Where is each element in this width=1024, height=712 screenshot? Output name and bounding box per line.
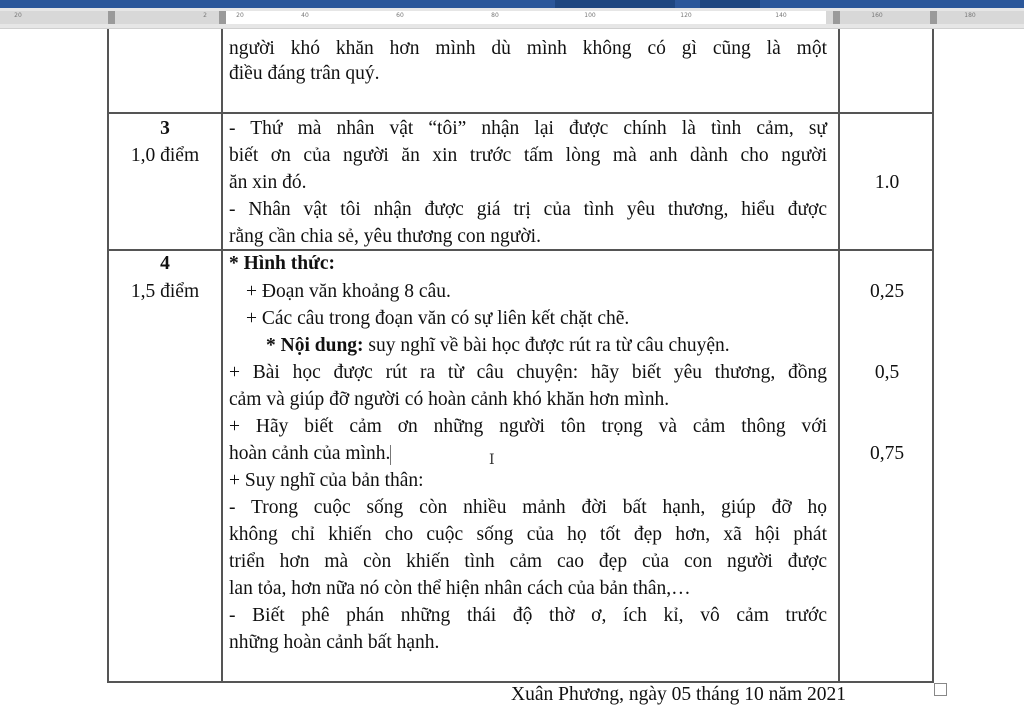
section-heading-text: suy nghĩ về bài học được rút ra từ câu chuyện. <box>363 335 730 356</box>
answer-line: - Trong cuộc sống còn nhiều mảnh đời bất hạnh, giúp đỡ họ <box>229 497 827 518</box>
answer-line: + Hãy biết cảm ơn những người tôn trọng và cảm thông với <box>229 416 827 437</box>
answer-line: + Đoạn văn khoảng 8 câu. <box>246 281 451 302</box>
question-points: 1,0 điểm <box>130 145 200 166</box>
title-bar-segment <box>700 0 760 8</box>
horizontal-ruler[interactable] <box>0 8 1024 29</box>
answer-line: lan tỏa, hơn nữa nó còn thể hiện nhân cách của bản thân,… <box>229 578 691 599</box>
table-border-col2 <box>838 29 840 682</box>
answer-line: + Các câu trong đoạn văn có sự liên kết chặt chẽ. <box>246 308 630 329</box>
document-page[interactable] <box>0 29 1024 712</box>
answer-line: triển hơn mà còn khiến tình cảm cao đẹp của con người được <box>229 551 827 572</box>
mouse-ibeam-cursor: I <box>489 452 495 468</box>
answer-line <box>266 335 730 357</box>
answer-line: không chỉ khiến cho cuộc sống của họ tốt đẹp hơn, xã hội phát <box>229 524 827 545</box>
answer-line: + Bài học được rút ra từ câu chuyện: hãy biết yêu thương, đồng <box>229 362 827 383</box>
ruler-tick: 20 <box>236 12 244 19</box>
section-heading: * Hình thức: <box>229 253 335 274</box>
score-value: 0,75 <box>869 443 905 464</box>
signature-line: Xuân Phương, ngày 05 tháng 10 năm 2021 <box>511 684 847 705</box>
answer-line: + Suy nghĩ của bản thân: <box>229 470 424 491</box>
section-heading: * Nội dung: <box>266 335 364 356</box>
answer-line: - Thứ mà nhân vật “tôi” nhận lại được chính là tình cảm, sự <box>229 118 827 139</box>
answer-line: - Biết phê phán những thái độ thờ ơ, ích kỉ, vô cảm trước <box>229 605 827 626</box>
answer-line: những hoàn cảnh bất hạnh. <box>229 632 440 653</box>
answer-line: hoàn cảnh của mình. <box>229 443 391 464</box>
answer-line: ăn xin đó. <box>229 172 307 193</box>
answer-line: - Nhân vật tôi nhận được giá trị của tình yêu thương, hiểu được <box>229 199 827 220</box>
ruler-tick: 100 <box>584 12 596 19</box>
ruler-column-marker[interactable] <box>833 11 840 24</box>
ruler-tick: 40 <box>301 12 309 19</box>
ruler-column-marker[interactable] <box>108 11 115 24</box>
question-number: 3 <box>160 118 170 139</box>
score-value: 0,25 <box>869 281 905 302</box>
answer-line: biết ơn của người ăn xin trước tấm lòng mà anh dành cho người <box>229 145 827 166</box>
answer-line: điều đáng trân quý. <box>229 63 380 84</box>
text-caret <box>390 445 391 465</box>
score-value: 1.0 <box>874 172 900 193</box>
ruler-text-area <box>222 11 826 24</box>
question-points: 1,5 điểm <box>130 281 200 302</box>
score-value: 0,5 <box>874 362 900 383</box>
table-border-col1 <box>221 29 223 682</box>
ruler-right-margin <box>826 11 1024 24</box>
ruler-tick: 20 <box>14 12 22 19</box>
table-row-divider <box>107 249 934 251</box>
table-end-marker <box>934 683 947 696</box>
table-border-bottom <box>107 681 934 683</box>
table-row-divider <box>107 112 934 114</box>
question-number: 4 <box>160 253 170 274</box>
answer-line: người khó khăn hơn mình dù mình không có gì cũng là một <box>229 38 827 59</box>
ruler-tick: 120 <box>680 12 692 19</box>
answer-line: rằng cần chia sẻ, yêu thương con người. <box>229 226 541 247</box>
ruler-tick: 180 <box>964 12 976 19</box>
ruler-tick: 60 <box>396 12 404 19</box>
ruler-tick: 80 <box>491 12 499 19</box>
ruler-tick: 140 <box>775 12 787 19</box>
table-border-right <box>932 29 934 682</box>
ruler-indent-marker[interactable] <box>219 11 226 24</box>
ruler-right-indent-marker[interactable] <box>930 11 937 24</box>
answer-line: cảm và giúp đỡ người có hoàn cảnh khó khăn hơn mình. <box>229 389 670 410</box>
title-bar-segment <box>555 0 675 8</box>
title-bar <box>0 0 1024 8</box>
ruler-tick: 2 <box>203 12 207 19</box>
ruler-tick: 160 <box>871 12 883 19</box>
